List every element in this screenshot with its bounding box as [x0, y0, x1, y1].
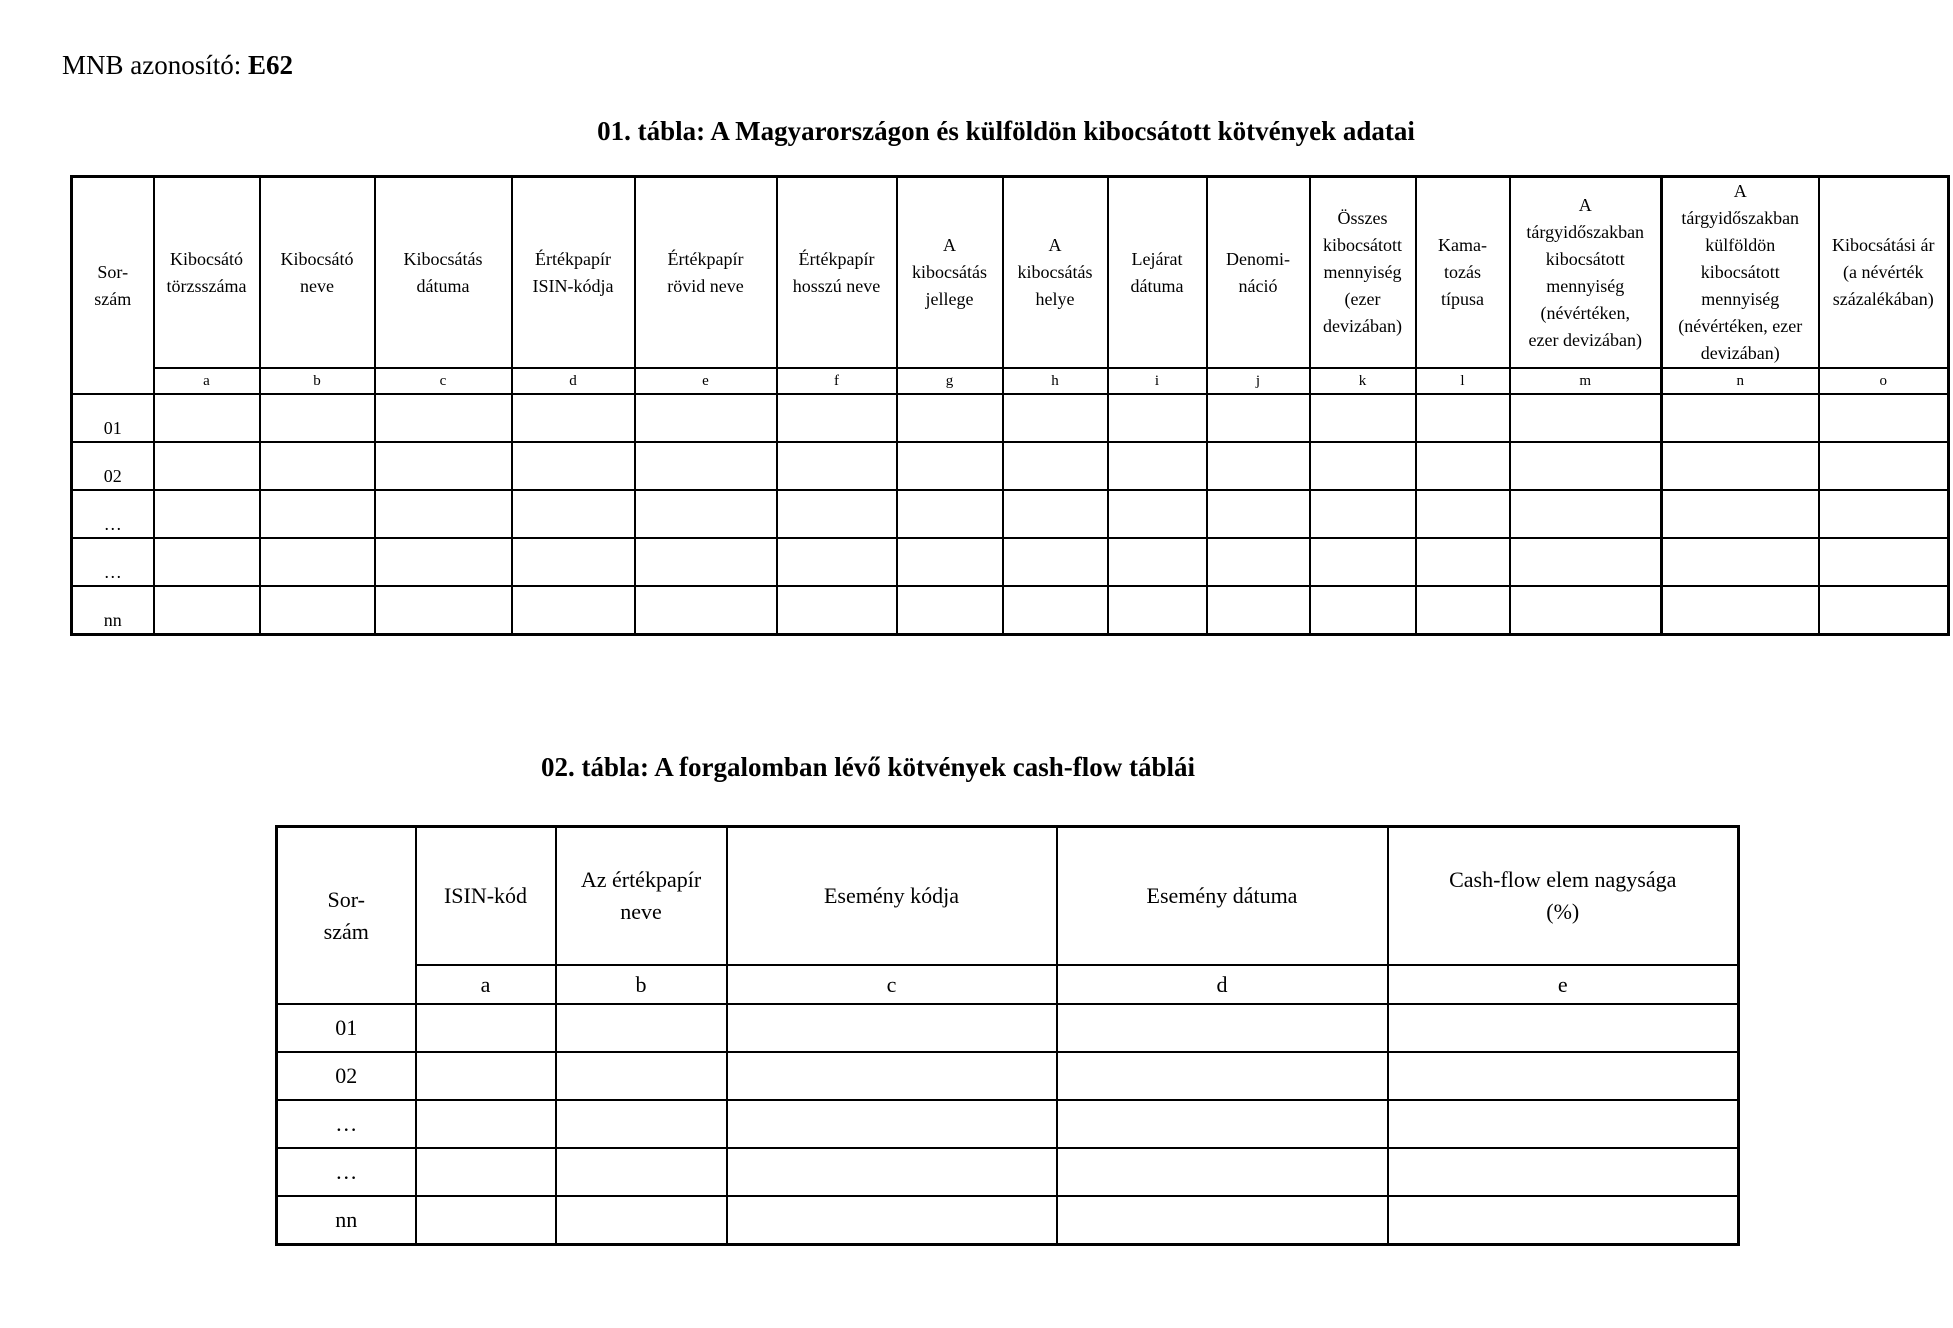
- table2-input-cell[interactable]: [1057, 1052, 1388, 1100]
- table1-input-cell[interactable]: [260, 490, 375, 538]
- table1-sorszam-header: [72, 177, 154, 395]
- table1-input-cell[interactable]: [635, 442, 777, 490]
- table1-input-cell[interactable]: [635, 586, 777, 635]
- table1-input-cell[interactable]: [897, 442, 1003, 490]
- table2-input-cell[interactable]: [1388, 1100, 1739, 1148]
- table1-input-cell[interactable]: [1416, 442, 1510, 490]
- table2-input-cell[interactable]: [1388, 1004, 1739, 1052]
- table2-column-header: [556, 827, 727, 966]
- table2-input-cell[interactable]: [416, 1004, 556, 1052]
- table2-sorszam-label: Sor- szám: [323, 886, 369, 944]
- table1-input-cell[interactable]: [154, 442, 260, 490]
- table1-column-header-label: A kibocsátás jellege: [912, 235, 987, 309]
- table1-column-letter: o: [1819, 368, 1949, 394]
- table2-input-cell[interactable]: [556, 1196, 727, 1245]
- table1-input-cell[interactable]: [1662, 394, 1819, 442]
- table2-column-letter: d: [1057, 965, 1388, 1004]
- table1-input-cell[interactable]: [1003, 394, 1108, 442]
- table2-input-cell[interactable]: [1057, 1148, 1388, 1196]
- table2-sorszam-header: [277, 827, 416, 1005]
- table1-input-cell[interactable]: [777, 394, 897, 442]
- table2-row: [277, 1196, 1739, 1245]
- table1-input-cell[interactable]: [1108, 394, 1207, 442]
- table2-input-cell[interactable]: [1057, 1100, 1388, 1148]
- table2-input-cell[interactable]: [416, 1196, 556, 1245]
- table1-input-cell[interactable]: [1108, 490, 1207, 538]
- table2-input-cell[interactable]: [1057, 1196, 1388, 1245]
- table1-column-header-label: Összes kibocsátott mennyiség (ezer devizában): [1323, 208, 1402, 336]
- table1-input-cell[interactable]: [1510, 490, 1662, 538]
- table1-column-header-label: Kibocsátás dátuma: [403, 248, 483, 296]
- table1-column-header-label: A kibocsátás helye: [1017, 235, 1093, 309]
- bond-data-table: [70, 175, 1950, 636]
- table2-input-cell[interactable]: [727, 1100, 1057, 1148]
- table1-row-number: …: [72, 490, 154, 538]
- table1-input-cell[interactable]: [512, 442, 635, 490]
- table1-row: [72, 586, 1949, 635]
- table1-input-cell[interactable]: [154, 490, 260, 538]
- table1-input-cell[interactable]: [375, 394, 512, 442]
- table1-column-letter: n: [1662, 368, 1819, 394]
- table1-input-cell[interactable]: [1510, 394, 1662, 442]
- table1-column-header: [512, 177, 635, 369]
- table2-input-cell[interactable]: [416, 1052, 556, 1100]
- table1-column-header: [154, 177, 260, 369]
- mnb-identifier: [62, 50, 293, 81]
- table1-column-header-label: Értékpapír hosszú neve: [792, 248, 881, 296]
- table1-column-header-label: Kibocsátási ár (a névérték százalékában): [1832, 235, 1935, 309]
- table1-input-cell[interactable]: [635, 538, 777, 586]
- table2-input-cell[interactable]: [1388, 1196, 1739, 1245]
- cashflow-table: [275, 825, 1740, 1246]
- table2-column-header-label: Esemény dátuma: [1146, 883, 1298, 908]
- table1-title: 01. tábla: A Magyarországon és külföldön kibocsátott kötvények adatai: [597, 116, 1415, 146]
- table1-input-cell[interactable]: [1819, 538, 1949, 586]
- table1-input-cell[interactable]: [260, 586, 375, 635]
- table1-input-cell[interactable]: [154, 394, 260, 442]
- table2-input-cell[interactable]: [1388, 1148, 1739, 1196]
- table1-row: [72, 490, 1949, 538]
- table1-column-letter: a: [154, 368, 260, 394]
- table1-input-cell[interactable]: [897, 538, 1003, 586]
- table2-column-header-label: Az értékpapír neve: [580, 867, 702, 924]
- table2-column-header-label: Cash-flow elem nagysága (%): [1449, 867, 1677, 924]
- table1-column-letter: e: [635, 368, 777, 394]
- table1-sorszam-label: Sor- szám: [94, 261, 132, 309]
- table1-column-header: [1819, 177, 1949, 369]
- table2-header-row: [277, 827, 1739, 966]
- table2-column-letter: e: [1388, 965, 1739, 1004]
- table2-input-cell[interactable]: [556, 1052, 727, 1100]
- table1-input-cell[interactable]: [260, 394, 375, 442]
- table2-input-cell[interactable]: [727, 1196, 1057, 1245]
- table1-input-cell[interactable]: [1416, 586, 1510, 635]
- table1-column-header-label: Értékpapír ISIN-kódja: [532, 248, 614, 296]
- table2-column-header: [727, 827, 1057, 966]
- table2-input-cell[interactable]: [416, 1100, 556, 1148]
- table1-row-number: 01: [72, 394, 154, 442]
- table1-input-cell[interactable]: [1108, 442, 1207, 490]
- table1-column-header-label: Kama- tozás típusa: [1438, 235, 1487, 309]
- table1-input-cell[interactable]: [1416, 490, 1510, 538]
- table1-input-cell[interactable]: [512, 394, 635, 442]
- table1-header-row: [72, 177, 1949, 369]
- table1-column-letter: l: [1416, 368, 1510, 394]
- table1-row: [72, 538, 1949, 586]
- table1-input-cell[interactable]: [1207, 538, 1310, 586]
- table1-input-cell[interactable]: [1819, 442, 1949, 490]
- table1-input-cell[interactable]: [154, 586, 260, 635]
- table2-row-number: 01: [277, 1004, 416, 1052]
- table1-input-cell[interactable]: [512, 490, 635, 538]
- table1-input-cell[interactable]: [1662, 490, 1819, 538]
- table1-column-header: [1003, 177, 1108, 369]
- table1-column-header: [260, 177, 375, 369]
- table2-input-cell[interactable]: [556, 1100, 727, 1148]
- table1-input-cell[interactable]: [635, 490, 777, 538]
- table1-column-header: [1510, 177, 1662, 369]
- table1-letter-row: [72, 368, 1949, 394]
- table1-input-cell[interactable]: [1510, 538, 1662, 586]
- table1-input-cell[interactable]: [1416, 394, 1510, 442]
- table1-column-letter: b: [260, 368, 375, 394]
- table1-column-header: [635, 177, 777, 369]
- table1-column-letter: k: [1310, 368, 1416, 394]
- table2-column-letter: a: [416, 965, 556, 1004]
- table1-input-cell[interactable]: [1310, 538, 1416, 586]
- table1-input-cell[interactable]: [777, 442, 897, 490]
- table2-letter-row: [277, 965, 1739, 1004]
- table1-column-letter: m: [1510, 368, 1662, 394]
- table1-input-cell[interactable]: [1003, 490, 1108, 538]
- table1-row-number: …: [72, 538, 154, 586]
- table2-column-header: [1057, 827, 1388, 966]
- table1-input-cell[interactable]: [375, 442, 512, 490]
- table1-input-cell[interactable]: [375, 538, 512, 586]
- table2-input-cell[interactable]: [416, 1148, 556, 1196]
- table1-input-cell[interactable]: [1003, 538, 1108, 586]
- table1-input-cell[interactable]: [1310, 490, 1416, 538]
- table2-row: [277, 1052, 1739, 1100]
- table1-input-cell[interactable]: [375, 490, 512, 538]
- table1-input-cell[interactable]: [777, 490, 897, 538]
- table2-row-number: nn: [277, 1196, 416, 1245]
- table2-row-number: …: [277, 1148, 416, 1196]
- table2-input-cell[interactable]: [727, 1148, 1057, 1196]
- table2-column-letter: c: [727, 965, 1057, 1004]
- table1-column-header: [1310, 177, 1416, 369]
- table1-column-header: [375, 177, 512, 369]
- table1-input-cell[interactable]: [260, 442, 375, 490]
- table1-input-cell[interactable]: [1108, 538, 1207, 586]
- table1-column-letter: c: [375, 368, 512, 394]
- table1-input-cell[interactable]: [512, 538, 635, 586]
- table2-title: 02. tábla: A forgalomban lévő kötvények cash-flow táblái: [540, 752, 1195, 782]
- table1-input-cell[interactable]: [1003, 442, 1108, 490]
- table1-input-cell[interactable]: [1108, 586, 1207, 635]
- table1-column-letter: h: [1003, 368, 1108, 394]
- table1-input-cell[interactable]: [1416, 538, 1510, 586]
- table1-column-letter: d: [512, 368, 635, 394]
- table1-column-letter: i: [1108, 368, 1207, 394]
- table2-row: [277, 1100, 1739, 1148]
- table1-column-header: [1207, 177, 1310, 369]
- table1-input-cell[interactable]: [777, 538, 897, 586]
- table2-column-header: [416, 827, 556, 966]
- table1-row: [72, 394, 1949, 442]
- table1-input-cell[interactable]: [897, 490, 1003, 538]
- table1-column-header-label: Kibocsátó neve: [280, 248, 354, 296]
- table1-column-header-label: Kibocsátó törzsszáma: [166, 248, 247, 296]
- table2-row: [277, 1004, 1739, 1052]
- table2-column-header: [1388, 827, 1739, 966]
- mnb-identifier-code: E62: [248, 50, 294, 80]
- table2-column-letter: b: [556, 965, 727, 1004]
- table1-input-cell[interactable]: [1662, 442, 1819, 490]
- table2-column-header-label: Esemény kódja: [823, 883, 960, 908]
- table1-column-header: [1662, 177, 1819, 369]
- table1-column-letter: j: [1207, 368, 1310, 394]
- table1-input-cell[interactable]: [1819, 586, 1949, 635]
- table2-input-cell[interactable]: [727, 1052, 1057, 1100]
- table1-column-header: [897, 177, 1003, 369]
- table1-column-header: [1108, 177, 1207, 369]
- table2-row: [277, 1148, 1739, 1196]
- table1-input-cell[interactable]: [1207, 394, 1310, 442]
- table1-input-cell[interactable]: [1207, 442, 1310, 490]
- table2-input-cell[interactable]: [727, 1004, 1057, 1052]
- table2-column-header-label: ISIN-kód: [443, 883, 528, 908]
- table1-row-number: 02: [72, 442, 154, 490]
- mnb-identifier-label: MNB azonosító:: [62, 50, 248, 80]
- table2-input-cell[interactable]: [1057, 1004, 1388, 1052]
- table1-column-letter: f: [777, 368, 897, 394]
- table1-column-header-label: A tárgyidőszakban kibocsátott mennyiség (névértéken, ezer devizában): [1526, 194, 1645, 350]
- table1-column-letter: g: [897, 368, 1003, 394]
- table1-column-header-label: Értékpapír rövid neve: [667, 248, 744, 296]
- table1-input-cell[interactable]: [897, 394, 1003, 442]
- table1-input-cell[interactable]: [1207, 490, 1310, 538]
- table1-input-cell[interactable]: [1819, 394, 1949, 442]
- table1-input-cell[interactable]: [1510, 442, 1662, 490]
- table1-input-cell[interactable]: [777, 586, 897, 635]
- table1-input-cell[interactable]: [512, 586, 635, 635]
- table2-row-number: …: [277, 1100, 416, 1148]
- table2-row-number: 02: [277, 1052, 416, 1100]
- table1-input-cell[interactable]: [897, 586, 1003, 635]
- table1-column-header-label: A tárgyidőszakban külföldön kibocsátott mennyiség (névértéken, ezer devizában): [1678, 181, 1803, 363]
- table2-input-cell[interactable]: [556, 1004, 727, 1052]
- table1-input-cell[interactable]: [1662, 538, 1819, 586]
- table1-input-cell[interactable]: [375, 586, 512, 635]
- table1-row-number: nn: [72, 586, 154, 635]
- table1-input-cell[interactable]: [260, 538, 375, 586]
- table1-input-cell[interactable]: [635, 394, 777, 442]
- table1-input-cell[interactable]: [1310, 442, 1416, 490]
- table2-input-cell[interactable]: [556, 1148, 727, 1196]
- table2-input-cell[interactable]: [1388, 1052, 1739, 1100]
- table1-row: [72, 442, 1949, 490]
- table1-input-cell[interactable]: [154, 538, 260, 586]
- table1-column-header-label: Denomi- náció: [1226, 248, 1290, 296]
- table1-input-cell[interactable]: [1310, 394, 1416, 442]
- table1-input-cell[interactable]: [1207, 586, 1310, 635]
- table1-column-header: [1416, 177, 1510, 369]
- table1-input-cell[interactable]: [1310, 586, 1416, 635]
- table1-input-cell[interactable]: [1003, 586, 1108, 635]
- table1-input-cell[interactable]: [1819, 490, 1949, 538]
- table1-input-cell[interactable]: [1662, 586, 1819, 635]
- table1-column-header-label: Lejárat dátuma: [1130, 248, 1184, 296]
- table1-input-cell[interactable]: [1510, 586, 1662, 635]
- table1-column-header: [777, 177, 897, 369]
